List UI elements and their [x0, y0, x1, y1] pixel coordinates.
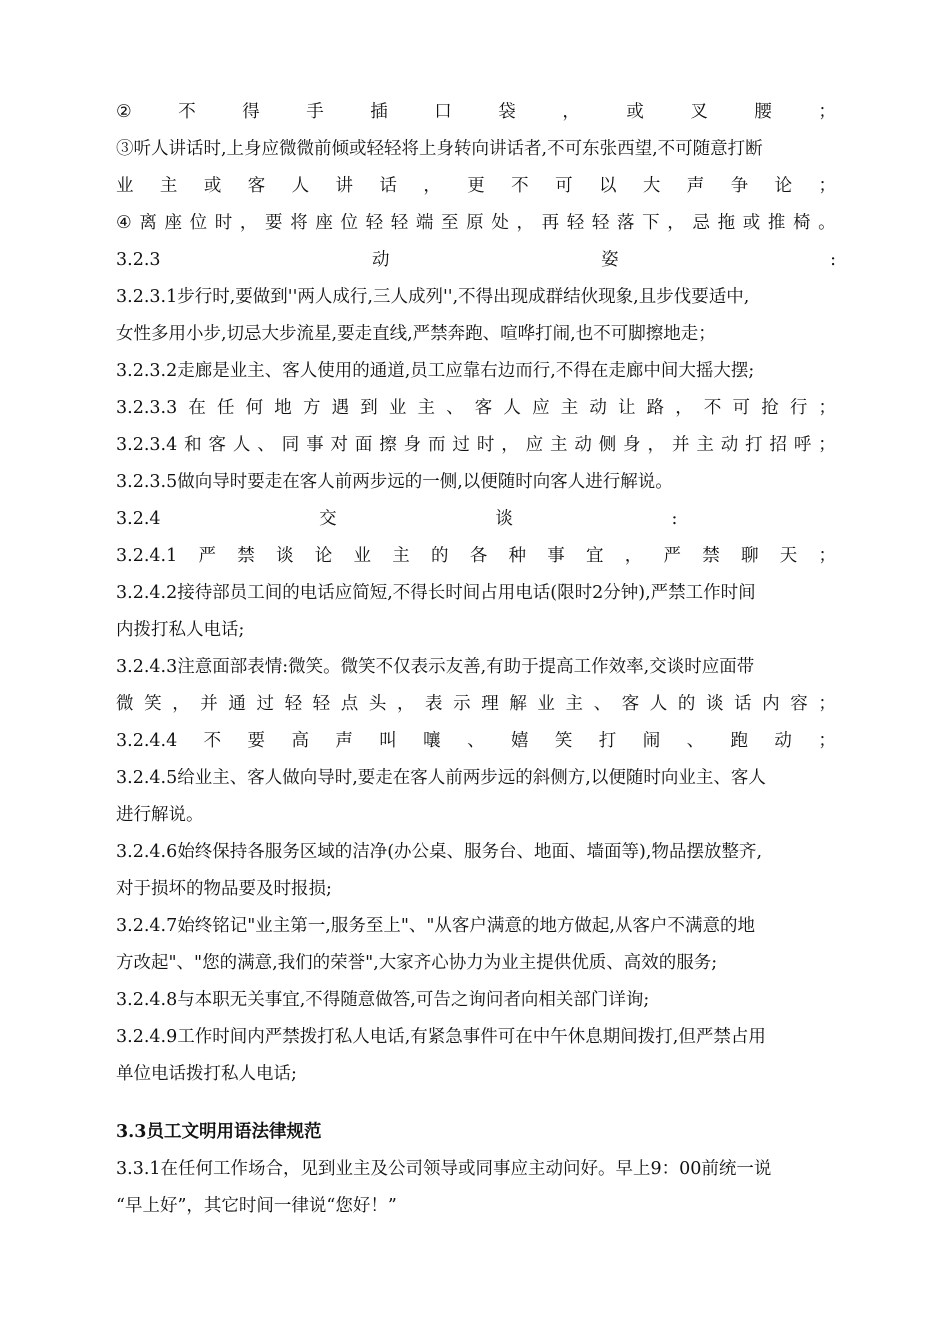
text-line: 内拨打私人电话;	[116, 620, 245, 640]
text-line: 进行解说。	[116, 805, 204, 825]
text-line: 3.2.4.3注意面部表情:微笑。微笑不仅表示友善,有助于提高工作效率,交谈时应面带	[116, 657, 755, 677]
text-line: 3.2.4.6始终保持各服务区域的洁净(办公桌、服务台、地面、墙面等),物品摆放整齐,	[116, 842, 763, 862]
text-line: 3.2.4.7始终铭记"业主第一,服务至上"、"从客户满意的地方做起,从客户不满意的地	[116, 916, 755, 936]
text-line: 3.2.4.9工作时间内严禁拨打私人电话,有紧急事件可在中午休息期间拨打,但严禁占用	[116, 1027, 766, 1047]
text-line: 业 主 或 客 人 讲 话 ， 更 不 可 以 大 声 争 论 ；	[116, 176, 836, 196]
text-line: 3.2.3.3 在 任 何 地 方 遇 到 业 主 、 客 人 应 主 动 让 路 ， 不 可 抢 行 ；	[116, 398, 836, 418]
text-line: 3.2.3.5做向导时要走在客人前两步远的一侧,以便随时向客人进行解说。	[116, 472, 673, 492]
text-line: ③听人讲话时,上身应微微前倾或轻轻将上身转向讲话者,不可东张西望,不可随意打断	[116, 139, 763, 159]
section-heading-3-2-4: 3.2.4 交 谈 :	[116, 509, 678, 529]
section-heading-3-3: 3.3员工文明用语法律规范	[116, 1122, 322, 1142]
text-line: 3.2.4.8与本职无关事宜,不得随意做答,可告之询问者向相关部门详询;	[116, 990, 650, 1010]
text-line: 3.2.4.1 严 禁 谈 论 业 主 的 各 种 事 宜 ， 严 禁 聊 天 ；	[116, 546, 836, 566]
text-line: 3.2.4.5给业主、客人做向导时,要走在客人前两步远的斜侧方,以便随时向业主、客人	[116, 768, 766, 788]
text-line: 单位电话拨打私人电话;	[116, 1064, 297, 1084]
text-line: “早上好”，其它时间一律说“您好！”	[116, 1196, 397, 1216]
text-line: ② 不 得 手 插 口 袋 ， 或 叉 腰 ；	[116, 102, 836, 122]
text-line: 3.2.4.2接待部员工间的电话应简短,不得长时间占用电话(限时2分钟),严禁工作时间	[116, 583, 756, 603]
text-line: 3.2.4.4 不 要 高 声 叫 嚷 、 嬉 笑 打 闹 、 跑 动 ；	[116, 731, 836, 751]
text-line: 方改起"、"您的满意,我们的荣誉",大家齐心协力为业主提供优质、高效的服务;	[116, 953, 718, 973]
text-line: 女性多用小步,切忌大步流星,要走直线,严禁奔跑、喧哗打闹,也不可脚擦地走；	[116, 324, 716, 344]
text-line: 3.3.1在任何工作场合，见到业主及公司领导或同事应主动问好。早上9：00前统一说	[116, 1159, 772, 1179]
text-line: 3.2.3.2走廊是业主、客人使用的通道,员工应靠右边而行,不得在走廊中间大摇大摆;	[116, 361, 755, 381]
text-line: ④ 离 座 位 时 ， 要 将 座 位 轻 轻 端 至 原 处 ， 再 轻 轻 落 下 ， 忌 拖 或 推 椅 。	[116, 213, 836, 233]
text-line: 3.2.3.4 和 客 人 、 同 事 对 面 擦 身 而 过 时 ， 应 主 动 侧 身 ， 并 主 动 打 招 呼 ；	[116, 435, 836, 455]
section-heading-3-2-3: 3.2.3 动 姿 :	[116, 250, 836, 270]
text-line: 3.2.3.1步行时,要做到''两人成行,三人成列'',不得出现成群结伙现象,且步伐要适中,	[116, 287, 750, 307]
text-line: 微 笑 ， 并 通 过 轻 轻 点 头 ， 表 示 理 解 业 主 、 客 人 的 谈 话 内 容 ；	[116, 694, 836, 714]
text-line: 对于损坏的物品要及时报损;	[116, 879, 332, 899]
